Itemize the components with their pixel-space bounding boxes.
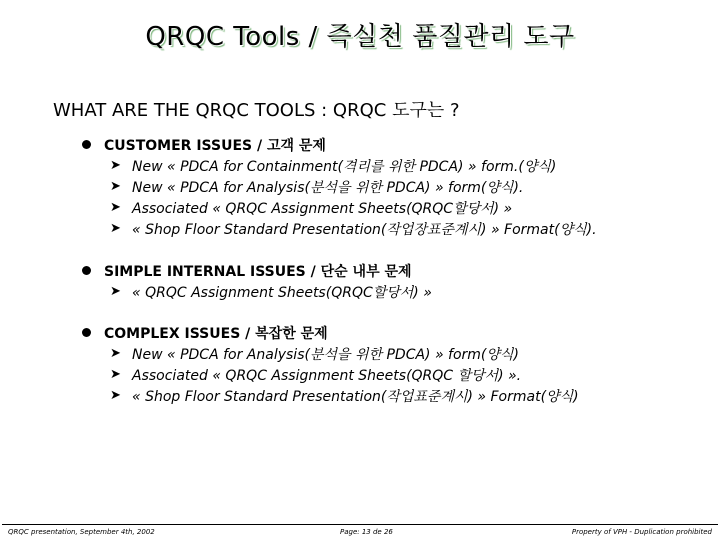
list-item — [82, 176, 702, 197]
bullet-circle-icon — [82, 266, 91, 275]
list-item — [82, 364, 702, 385]
list-item-text: Associated « QRQC Assignment Sheets(QRQC 할당서) ». — [132, 367, 522, 384]
slide-subtitle: WHAT ARE THE QRQC TOOLS : QRQC 도구는 ? — [53, 100, 460, 121]
list-item-text: Associated « QRQC Assignment Sheets(QRQC할당서) » — [132, 200, 513, 217]
list-item — [82, 197, 702, 218]
footer-presentation-info: QRQC presentation, September 4th, 2002 — [8, 528, 155, 536]
section-heading — [82, 260, 702, 281]
arrow-bullet-icon: ➤ — [110, 284, 121, 299]
list-item — [82, 385, 702, 406]
section-simple-internal-issues — [82, 260, 702, 302]
bullet-circle-icon — [82, 140, 91, 149]
section-heading-text: CUSTOMER ISSUES / 고객 문제 — [104, 137, 326, 154]
list-item-text: New « PDCA for Containment(격리를 위한 PDCA) » form.(양식) — [132, 158, 557, 175]
list-item — [82, 343, 702, 364]
section-customer-issues — [82, 134, 702, 239]
list-item-text: New « PDCA for Analysis(분석을 위한 PDCA) » form(양식) — [132, 346, 519, 363]
list-item — [82, 218, 702, 239]
arrow-bullet-icon: ➤ — [110, 388, 121, 403]
list-item — [82, 155, 702, 176]
slide-title: QRQC Tools / 즉실천 품질관리 도구 — [145, 22, 575, 52]
arrow-bullet-icon: ➤ — [110, 200, 121, 215]
footer-property-notice: Property of VPH - Duplication prohibited — [571, 528, 712, 536]
list-item-text: « Shop Floor Standard Presentation(작업표준계시) » Format(양식) — [132, 388, 579, 405]
arrow-bullet-icon: ➤ — [110, 179, 121, 194]
arrow-bullet-icon: ➤ — [110, 367, 121, 382]
section-heading-text: SIMPLE INTERNAL ISSUES / 단순 내부 문제 — [104, 263, 412, 280]
section-heading — [82, 134, 702, 155]
list-item — [82, 281, 702, 302]
arrow-bullet-icon: ➤ — [110, 346, 121, 361]
list-item-text: New « PDCA for Analysis(분석을 위한 PDCA) » form(양식). — [132, 179, 524, 196]
list-item-text: « Shop Floor Standard Presentation(작업장표준계시) » Format(양식). — [132, 221, 597, 238]
list-item-text: « QRQC Assignment Sheets(QRQC할당서) » — [132, 284, 432, 301]
arrow-bullet-icon: ➤ — [110, 221, 121, 236]
bullet-circle-icon — [82, 328, 91, 337]
footer-page-number: Page: 13 de 26 — [340, 528, 393, 536]
section-complex-issues — [82, 322, 702, 406]
section-heading-text: COMPLEX ISSUES / 복잡한 문제 — [104, 325, 328, 342]
arrow-bullet-icon: ➤ — [110, 158, 121, 173]
section-heading — [82, 322, 702, 343]
footer-divider — [2, 524, 718, 525]
